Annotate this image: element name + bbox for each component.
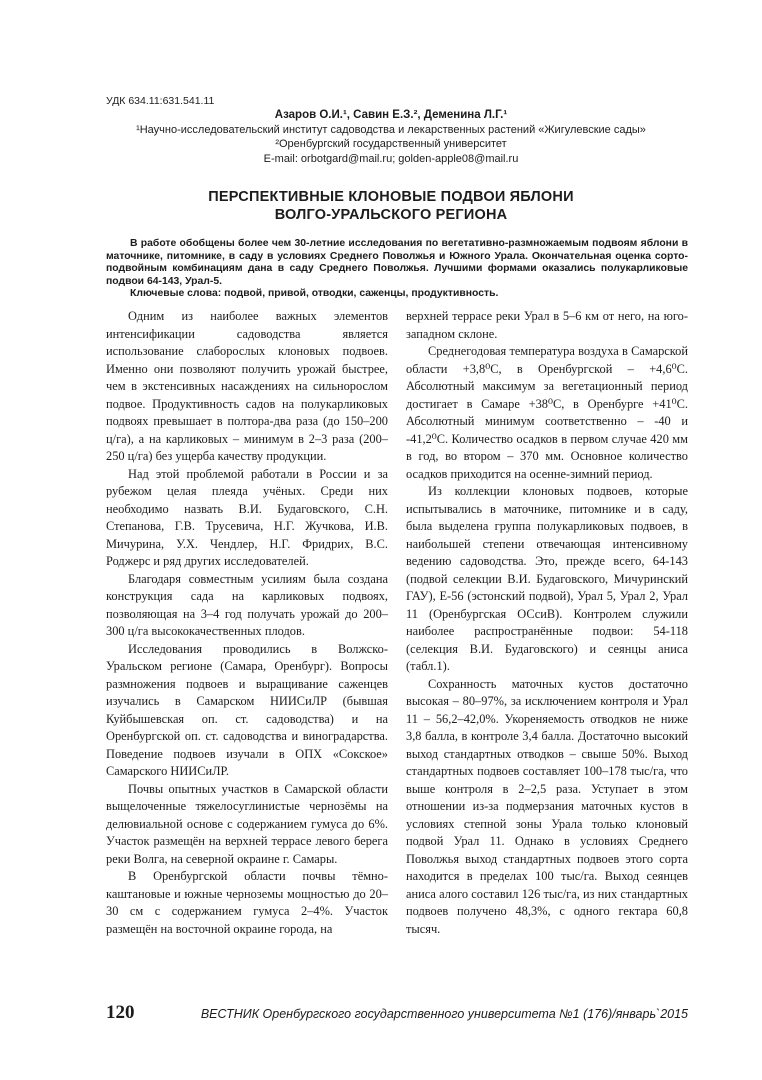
paragraph: Над этой проблемой работали в России и за рубежом целая плеяда учёных. Среди них необходимо назвать В.И. Будаговского, С.Н. Степанова, Г.В. Трусевича, Н.Г. Жучкова, И.В. Мичурина, У.Х. Чендлер, Н.Г. Фридрих, В.С. Роджерс и ряд других исследователей. bbox=[106, 466, 388, 568]
affiliation-1: ¹Научно-исследовательский институт садоводства и лекарственных растений «Жигулевские сады» bbox=[136, 123, 646, 136]
page-number: 120 bbox=[106, 1002, 135, 1023]
paragraph: В Оренбургской области почвы тёмно-каштановые и южные черноземы мощностью до 20–30 см с содержанием гумуса 2–4%. Участок размещён на восточной окраине города, на bbox=[106, 869, 388, 936]
page-footer bbox=[106, 1002, 688, 1026]
paragraph: Среднегодовая температура воздуха в Самарской области +3,8⁰С, в Оренбургской – +4,6⁰С. Абсолютный максимум за вегетационный период достигает в Самаре +38⁰С, в Оренбурге +41⁰С. Абсолютный минимум соответственно – -40 и -41,2⁰С. Количество осадков в первом случае 420 мм в год, во втором – 370 мм. Основное количество осадков приходится на осенне-зимний период. bbox=[406, 344, 688, 481]
affiliation-2: ²Оренбургский государственный университет bbox=[275, 138, 507, 150]
body-column-left bbox=[106, 308, 388, 938]
paragraph: Благодаря совместным усилиям была создана конструкция сада на карликовых подвоях, позволяющая на 3–4 год получать урожай до 200–300 ц/га высококачественных плодов. bbox=[106, 571, 388, 638]
paragraph: Сохранность маточных кустов достаточно высокая – 80–97%, за исключением контроля и Урал 11 – 56,2–42,0%. Укореняемость отводков не ниже 3,8 балла, в контроле 3,4 балла. Достаточно высокий выход стандартных отводков – свыше 50%. Выход стандартных подвоев составляет 100–178 тыс/га, что выше контроля в 2–2,5 раза. Уступает в этом отношении из-за подмерзания маточных кустов в условиях степной зоны Урала только клоновый подвой Урал 11. Однако в условиях Среднего Поволжья выход стандартных подвоев этого сорта находится в пределах 100 тыс/га. Выход сеянцев аниса алого составил 126 тыс/га, из них стандартных подвоев получено 48,3%, с одного гектара 60,8 тысяч. bbox=[406, 676, 688, 936]
udk-code: УДК 634.11:631.541.11 bbox=[106, 95, 215, 107]
paragraph: Из коллекции клоновых подвоев, которые испытывались в маточнике, питомнике и в саду, была выделена группа полукарликовых подвоев, в наибольшей степени отвечающая интенсивному ведению садоводства. Это, прежде всего, 64-143 (подвой селекции В.И. Будаговского, Мичуринский ГАУ), Е-56 (эстонский подвой), Урал 5, Урал 2, Урал 11 (Оренбургская ОСсиВ). Контролем служили наиболее распространённые подвои: 54-118 (селекция В.И. Будаговского) и сеянцы аниса (табл.1). bbox=[406, 484, 688, 673]
email-line: E-mail: orbotgard@mail.ru; golden-apple08@mail.ru bbox=[263, 152, 519, 165]
abstract-text: В работе обобщены более чем 30-летние исследования по вегетативно-размножаемым подвоям яблони в маточнике, питомнике, в саду в условиях Среднего Поволжья и Южного Урала. Окончательная оценка сорто-подвойным комбинациям дана в саду Среднего Поволжья. Лучшими формами оказались полукарликовые подвои 64-143, Урал-5. bbox=[106, 238, 688, 287]
paragraph: Одним из наиболее важных элементов интенсификации садоводства является использование слаборослых клоновых подвоев. Именно они позволяют получить урожай быстрее, чем в экстенсивных насаждениях на сильнорослом подвое. Продуктивность садов на полукарликовых подвоях превышает в полтора-два раза (до 150–200 ц/га), а на карликовых – минимум в 2–3 раза (200–250 ц/га) без ущерба качеству продукции. bbox=[106, 309, 388, 463]
article-title bbox=[96, 188, 686, 224]
abstract bbox=[106, 238, 688, 301]
keywords: Ключевые слова: подвой, привой, отводки, саженцы, продуктивность. bbox=[130, 288, 499, 299]
paragraph-continuation: верхней террасе реки Урал в 5–6 км от него, на юго-западном склоне. bbox=[406, 309, 688, 341]
title-line-1: ПЕРСПЕКТИВНЫЕ КЛОНОВЫЕ ПОДВОИ ЯБЛОНИ bbox=[208, 189, 574, 205]
body-column-right bbox=[406, 308, 688, 938]
article-header bbox=[96, 108, 686, 166]
journal-running-title: ВЕСТНИК Оренбургского государственного университета №1 (176)/январь`2015 bbox=[200, 1007, 688, 1021]
authors: Азаров О.И.¹, Савин Е.З.², Деменина Л.Г.¹ bbox=[274, 109, 508, 121]
paragraph: Исследования проводились в Волжско-Уральском регионе (Самара, Оренбург). Вопросы размножения подвоев и выращивание саженцев изучались в Самарском НИИСиЛР (бывшая Куйбышевская оп. ст. садоводства) и на Оренбургской оп. ст. садоводства и виноградарства. Поведение подвоев изучали в ОПХ «Сокское» Самарского НИИСиЛР. bbox=[106, 641, 388, 778]
paragraph: Почвы опытных участков в Самарской области выщелоченные тяжелосуглинистые чернозёмы на делювиальной основе с содержанием гумуса до 6%. Участок размещён на верхней террасе левого берега реки Волга, на северной окраине г. Самары. bbox=[106, 781, 388, 866]
title-line-2: ВОЛГО-УРАЛЬСКОГО РЕГИОНА bbox=[274, 207, 508, 223]
